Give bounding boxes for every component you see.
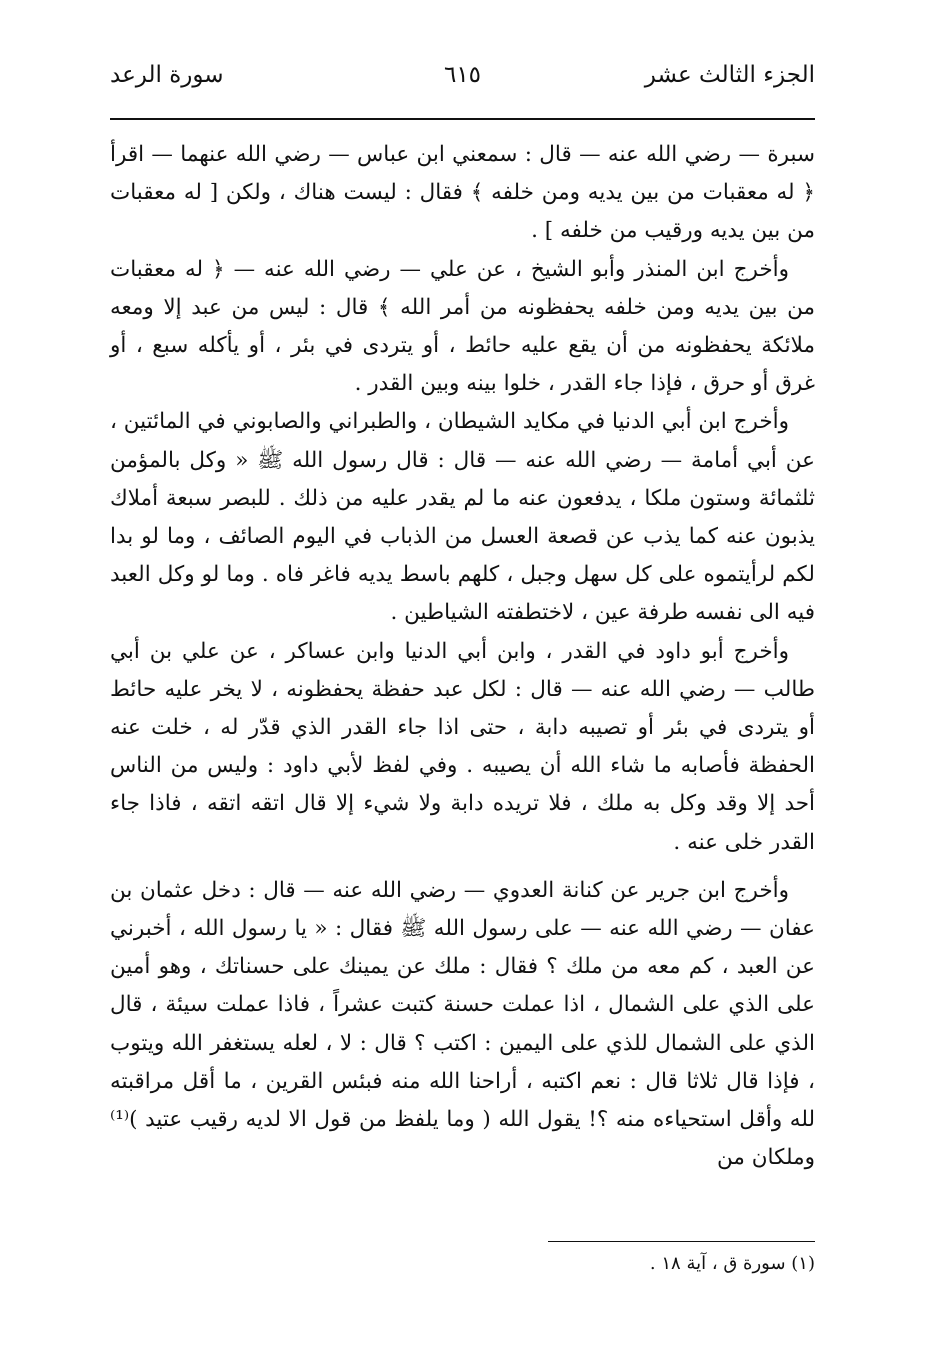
footnote: (١) سورة ق ، آية ١٨ .: [649, 1253, 815, 1274]
paragraph: وأخرج ابن جرير عن كنانة العدوي — رضي الله عنه — قال : دخل عثمان بن عفان — رضي الله عنه — على رسول الله ﷺ فقال : « يا رسول الله ، أخبرني عن العبد ، كم معه من ملك ؟ فقال : ملك عن يمينك على حسناتك ، وهو أمين على الذي على الشمال ، اذا عملت حسنة كتبت عشراً ، فاذا عملت سيئة ، قال الذي على الشمال للذي على اليمين : اكتب ؟ قال : لا ، لعله يستغفر الله ويتوب ، فإذا قال ثلاثا قال : نعم اكتبه ، أراحنا الله منه فبئس القرين ، ما أقل مراقبته لله وأقل استحياءه منه ؟! يقول الله ( وما يلفظ من قول الا لديه رقيب عتيد )⁽¹⁾ وملكان من: [110, 877, 816, 1171]
footnote-divider: [548, 1241, 815, 1242]
part-title: الجزء الثالث عشر: [644, 62, 815, 88]
paragraph: سبرة — رضي الله عنه — قال : سمعني ابن عباس — رضي الله عنهما — اقرأ ﴿ له معقبات من بين يديه ومن خلفه ﴾ فقال : ليست هناك ، ولكن [ له معقبات من بين يديه ورقيب من خلفه ] .: [110, 142, 815, 244]
paragraph: وأخرج ابن المنذر وأبو الشيخ ، عن علي — رضي الله عنه — ﴿ له معقبات من بين يديه ومن خلفه يحفظونه من أمر الله ﴾ قال : ليس من عبد إلا ومعه ملائكة يحفظونه من أن يقع عليه حائط ، أو يتردى في بئر ، أو يأكله سبع ، أو غرق أو حرق ، فإذا جاء القدر ، خلوا بينه وبين القدر .: [110, 256, 815, 397]
paragraph: وأخرج ابن أبي الدنيا في مكايد الشيطان ، والطبراني والصابوني في المائتين ، عن أبي أمامة — رضي الله عنه — قال : قال رسول الله ﷺ « وكل بالمؤمن ثلثمائة وستون ملكا ، يدفعون عنه ما لم يقدر عليه من ذلك . للبصر سبعة أملاك يذبون عنه كما يذب عن قصعة العسل من الذباب في اليوم الصائف ، وما لو بدا لكم لرأيتموه على كل سهل وجبل ، كلهم باسط يديه فاغر فاه . وما لو وكل العبد فيه الى نفسه طرفة عين ، لاختطفته الشياطين .: [110, 409, 815, 626]
page-header: [110, 58, 815, 102]
page-number: ٦١٥: [443, 62, 482, 88]
main-text: [110, 136, 815, 1177]
surah-title: سورة الرعد: [110, 62, 224, 88]
header-divider: [110, 118, 815, 120]
paragraph: وأخرج أبو داود في القدر ، وابن أبي الدنيا وابن عساكر ، عن علي بن أبي طالب — رضي الله عنه — قال : لكل عبد حفظة يحفظونه ، لا يخر عليه حائط أو يتردى في بئر أو تصيبه دابة ، حتى اذا جاء القدر الذي قدّر له ، خلت عنه الحفظة فأصابه ما شاء الله أن يصيبه . وفي لفظ لأبي داود : وليس من الناس أحد إلا وقد وكل به ملك ، فلا تريده دابة ولا شيء إلا قال اتقه اتقه ، فاذا جاء القدر خلى عنه .: [110, 638, 815, 855]
